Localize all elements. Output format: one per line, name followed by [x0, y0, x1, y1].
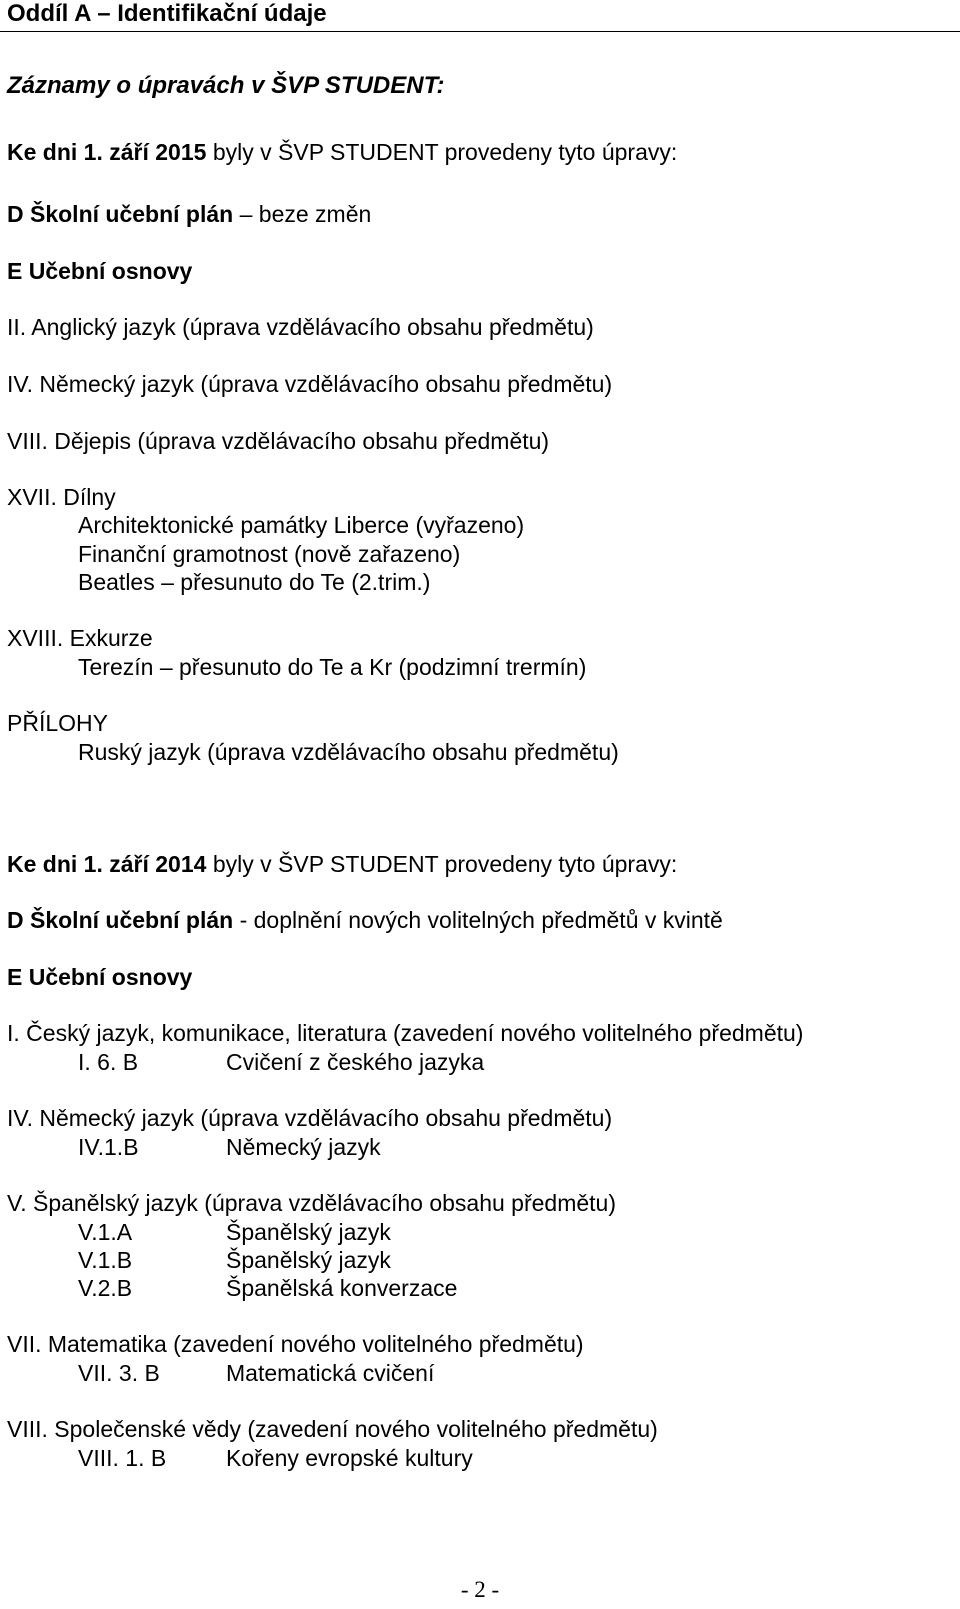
group-cesky: I. Český jazyk, komunikace, literatura (zavedení nového volitelného předmětu)	[7, 1020, 804, 1046]
subject-name: Španělský jazyk	[226, 1247, 391, 1273]
item-dejepis: VIII. Dějepis (úprava vzdělávacího obsahu předmětu)	[7, 428, 550, 454]
plan-2014-label: D Školní učební plán	[7, 907, 234, 933]
group-spanelsky: V. Španělský jazyk (úprava vzdělávacího obsahu předmětu)	[7, 1190, 616, 1216]
subject-row	[78, 1444, 473, 1472]
subject-row	[78, 1274, 457, 1302]
dilny-subitem: Beatles – přesunuto do Te (2.trim.)	[78, 569, 431, 595]
page-header	[0, 0, 960, 34]
intro-2014	[7, 850, 677, 878]
subject-name: Španělská konverzace	[226, 1275, 458, 1301]
intro-2014-text: byly v ŠVP STUDENT provedeny tyto úpravy:	[206, 851, 678, 877]
page-number: - 2 -	[460, 1577, 500, 1602]
subject-code: IV.1.B	[78, 1134, 139, 1160]
item-prilohy: PŘÍLOHY	[7, 710, 108, 736]
records-heading: Záznamy o úpravách v ŠVP STUDENT:	[7, 72, 445, 99]
header-rule	[0, 31, 960, 32]
plan-2014	[7, 906, 723, 934]
prilohy-subitem: Ruský jazyk (úprava vzdělávacího obsahu předmětu)	[78, 739, 619, 765]
subject-code: VII. 3. B	[78, 1360, 160, 1386]
subject-name: Německý jazyk	[226, 1134, 381, 1160]
item-nemecky: IV. Německý jazyk (úprava vzdělávacího obsahu předmětu)	[7, 371, 613, 397]
osnovy-2014: E Učební osnovy	[7, 964, 193, 990]
plan-2015-note: – beze změn	[233, 201, 372, 227]
subject-row	[78, 1133, 381, 1161]
subject-row	[78, 1246, 391, 1274]
subject-name: Kořeny evropské kultury	[226, 1445, 473, 1471]
intro-2014-date: Ke dni 1. září 2014	[7, 851, 207, 877]
item-anglicky: II. Anglický jazyk (úprava vzdělávacího obsahu předmětu)	[7, 314, 594, 340]
group-spolecenske-vedy: VIII. Společenské vědy (zavedení nového volitelného předmětu)	[7, 1416, 658, 1442]
section-title: Oddíl A – Identifikační údaje	[7, 0, 327, 27]
dilny-subitem: Architektonické památky Liberce (vyřazeno)	[78, 512, 525, 538]
dilny-subitem: Finanční gramotnost (nově zařazeno)	[78, 541, 461, 567]
subject-name: Matematická cvičení	[226, 1360, 435, 1386]
subject-row	[78, 1218, 391, 1246]
group-nemecky: IV. Německý jazyk (úprava vzdělávacího obsahu předmětu)	[7, 1105, 613, 1131]
subject-row	[78, 1048, 484, 1076]
plan-2015-label: D Školní učební plán	[7, 201, 234, 227]
subject-name: Cvičení z českého jazyka	[226, 1049, 485, 1075]
group-matematika: VII. Matematika (zavedení nového volitelného předmětu)	[7, 1331, 584, 1357]
subject-code: I. 6. B	[78, 1049, 139, 1075]
subject-code: V.1.B	[78, 1247, 133, 1273]
subject-row	[78, 1359, 434, 1387]
exkurze-subitem: Terezín – přesunuto do Te a Kr (podzimní trermín)	[78, 654, 587, 680]
item-exkurze: XVIII. Exkurze	[7, 625, 153, 651]
subject-code: V.1.A	[78, 1219, 133, 1245]
subject-code: V.2.B	[78, 1275, 133, 1301]
intro-2015-date: Ke dni 1. září 2015	[7, 139, 207, 165]
osnovy-2015: E Učební osnovy	[7, 258, 193, 284]
subject-name: Španělský jazyk	[226, 1219, 391, 1245]
intro-2015-text: byly v ŠVP STUDENT provedeny tyto úpravy:	[206, 139, 678, 165]
subject-code: VIII. 1. B	[78, 1445, 167, 1471]
item-dilny: XVII. Dílny	[7, 484, 116, 510]
plan-2015	[7, 200, 371, 228]
intro-2015	[7, 138, 677, 166]
plan-2014-note: - doplnění nových volitelných předmětů v kvintě	[233, 907, 723, 933]
